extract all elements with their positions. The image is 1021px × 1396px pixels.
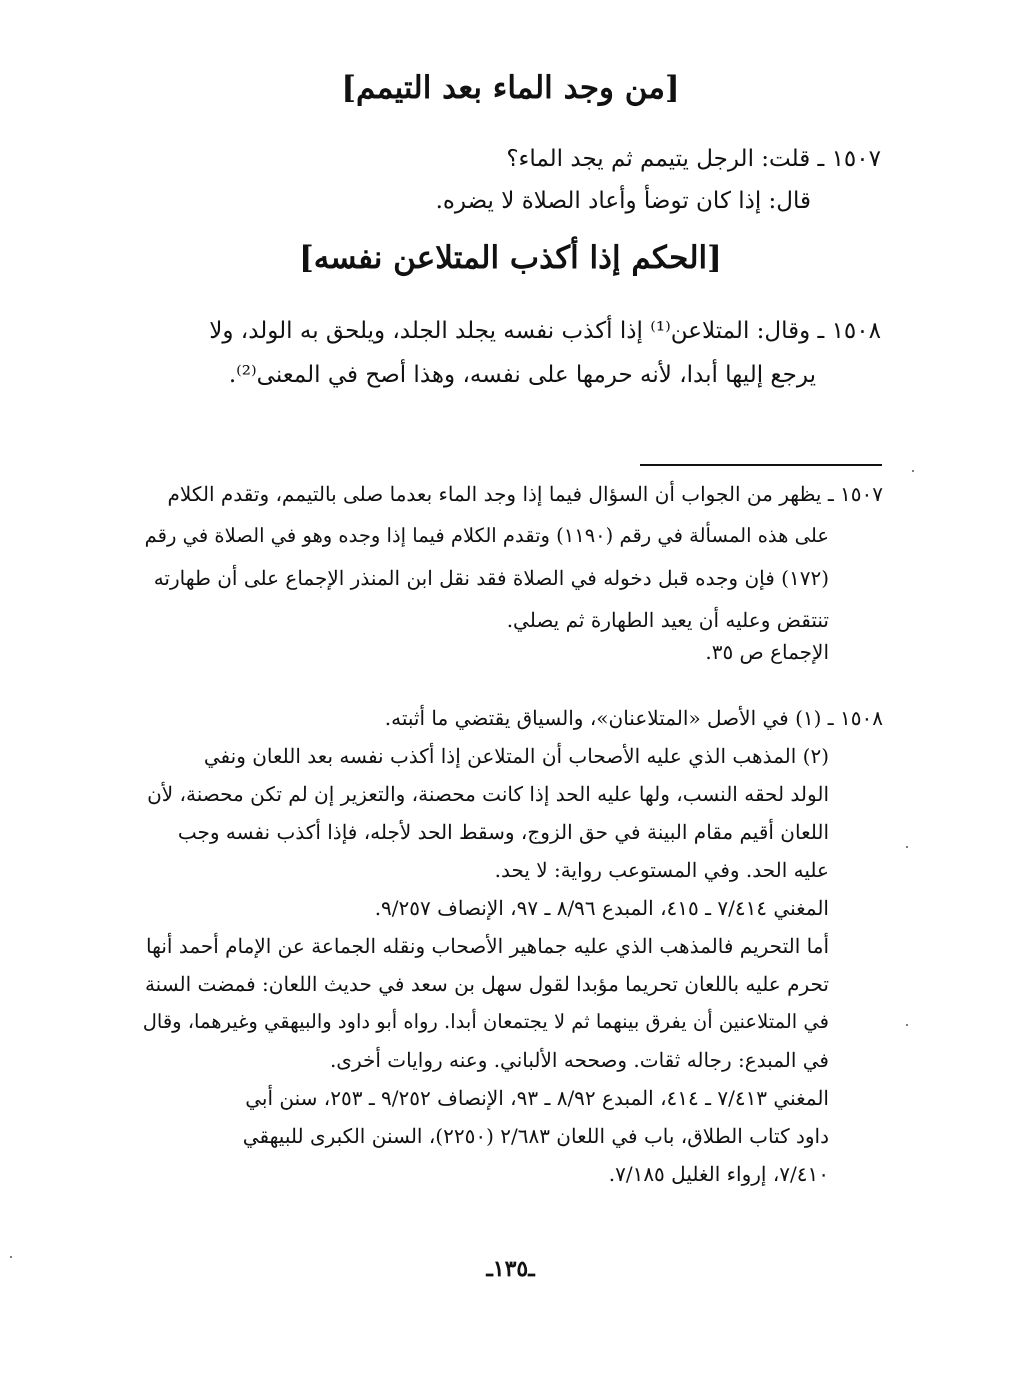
footnote-1508-reference: المغني ٧/٤١٣ ـ ٤١٤، المبدع ٨/٩٢ ـ ٩٣، الإنصاف ٩/٢٥٢ ـ ٢٥٣، سنن أبي [245,1086,829,1110]
footnote-1508-line: (٢) المذهب الذي عليه الأصحاب أن المتلاعن إذا أكذب نفسه بعد اللعان ونفي [203,744,829,768]
footnote-1508-line: الولد لحقه النسب، ولها عليه الحد إذا كانت محصنة، والتعزير إن لم تكن محصنة، لأن [147,782,829,806]
scan-speck [906,846,908,848]
footnote-1508-line: تحرم عليه باللعان تحريما مؤبدا لقول سهل بن سعد في حديث اللعان: فمضت السنة [144,972,829,996]
footnote-1508-reference: داود كتاب الطلاق، باب في اللعان ٢/٦٨٣ (٢٢٥٠)، السنن الكبرى للبيهقي [242,1124,829,1148]
page-number: ـ١٣٥ـ [486,1256,535,1282]
footnote-separator [640,464,882,466]
footnote-1507-line: على هذه المسألة في رقم (١١٩٠) وتقدم الكلام فيما إذا وجده وهو في الصلاة في رقم [144,524,829,547]
question-1507: ١٥٠٧ ـ قلت: الرجل يتيمم ثم يجد الماء؟ [506,146,881,172]
footnote-1507-line: تنتقض وعليه أن يعيد الطهارة ثم يصلي. [506,608,829,632]
footnote-1507-line: (١٧٢) فإن وجده قبل دخوله في الصلاة فقد نقل ابن المنذر الإجماع على أن طهارته [153,566,829,590]
scan-speck [906,1024,908,1026]
scan-speck [10,1256,12,1258]
footnote-1508-line: عليه الحد. وفي المستوعب رواية: لا يحد. [494,858,829,882]
section-heading-lian: [الحكم إذا أكذب المتلاعن نفسه] [299,240,722,276]
footnote-1508-reference: المغني ٧/٤١٤ ـ ٤١٥، المبدع ٨/٩٦ ـ ٩٧، الإنصاف ٩/٢٥٧. [374,896,829,920]
text-1508-line-1: ١٥٠٨ ـ وقال: المتلاعن⁽¹⁾ إذا أكذب نفسه يجلد الجلد، ويلحق به الولد، ولا [209,318,881,344]
section-heading-tayammum: [من وجد الماء بعد التيمم] [341,70,680,106]
footnote-1508-line: في المتلاعنين أن يفرق بينهما ثم لا يجتمعان أبدا. رواه أبو داود والبيهقي وغيرهما، وقال [142,1010,829,1033]
footnote-1508-line: أما التحريم فالمذهب الذي عليه جماهير الأصحاب ونقله الجماعة عن الإمام أحمد أنها [146,934,829,958]
footnote-1508-reference: ٧/٤١٠، إرواء الغليل ٧/١٨٥. [608,1162,829,1186]
footnote-1508-line: اللعان أقيم مقام البينة في حق الزوج، وسقط الحد لأجله، فإذا أكذب نفسه وجب [177,820,829,844]
scan-speck [912,470,914,472]
footnote-1508-line: ١٥٠٨ ـ (١) في الأصل «المتلاعنان»، والسياق يقتضي ما أثبته. [384,706,883,730]
footnote-1507-reference: الإجماع ص ٣٥. [705,640,829,664]
answer-1507: قال: إذا كان توضأ وأعاد الصلاة لا يضره. [435,188,811,214]
footnote-1507-line: ١٥٠٧ ـ يظهر من الجواب أن السؤال فيما إذا وجد الماء بعدما صلى بالتيمم، وتقدم الكلام [167,482,883,506]
text-1508-line-2: يرجع إليها أبدا، لأنه حرمها على نفسه، وهذا أصح في المعنى⁽²⁾. [228,362,816,388]
footnote-1508-line: في المبدع: رجاله ثقات. وصححه الألباني. وعنه روايات أخرى. [329,1048,829,1072]
